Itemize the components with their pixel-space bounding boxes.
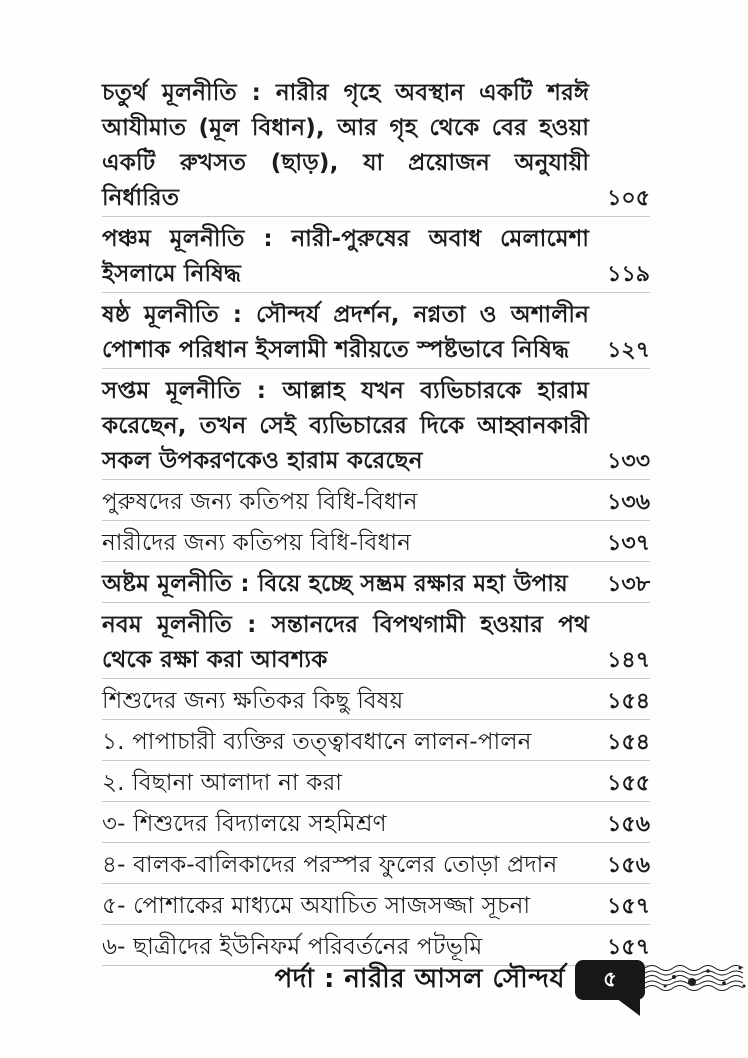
toc-entry-page-number: ১৩৩ <box>607 449 650 474</box>
toc-entry <box>102 848 650 884</box>
toc-entry-page-number: ১৫৫ <box>607 771 650 796</box>
toc-entry <box>102 567 650 603</box>
toc-entry-page-number: ১৩৭ <box>607 531 650 556</box>
toc-entry <box>102 222 650 293</box>
toc-entry-label: পুরুষদের জন্য কতিপয় বিধি-বিধান <box>102 489 418 515</box>
toc-entry-label: ৪- বালক-বালিকাদের পরস্পর ফুলের তোড়া প্রদান <box>102 852 558 878</box>
toc-entry <box>102 684 650 720</box>
toc-entry-page-number: ১০৫ <box>607 186 650 211</box>
toc-entry-label: ৬- ছাত্রীদের ইউনিফর্ম পরিবর্তনের পটভূমি <box>102 934 483 960</box>
toc-entry-page-number: ১৩৬ <box>607 490 650 515</box>
toc-entry-page-number: ১৫৪ <box>607 689 650 714</box>
toc-entry-label: ষষ্ঠ মূলনীতি : সৌন্দর্য প্রদর্শন, নগ্নতা ও অশালীন পোশাক পরিধান ইসলামী শরীয়তে স্পষ্টভাবে নিষিদ্ধ <box>102 302 590 363</box>
toc-entry <box>102 526 650 562</box>
toc-entry <box>102 374 650 480</box>
page-number-badge <box>575 960 645 1000</box>
toc-entry-page-number: ১১৯ <box>607 262 650 287</box>
toc-entry-page-number: ১৫৭ <box>607 894 650 919</box>
book-title: পর্দা : নারীর আসল সৌন্দর্য <box>274 964 565 994</box>
toc-entry-label: ৩- শিশুদের বিদ্যালয়ে সহমিশ্রণ <box>102 811 387 837</box>
toc-entry <box>102 485 650 521</box>
toc-entry <box>102 298 650 369</box>
toc-entry-label: পঞ্চম মূলনীতি : নারী-পুরুষের অবাধ মেলামেশা ইসলামে নিষিদ্ধ <box>102 226 590 287</box>
toc-entry-label: ৫- পোশাকের মাধ্যমে অযাচিত সাজসজ্জা সূচনা <box>102 893 531 919</box>
toc-entry-label: ১. পাপাচারী ব্যক্তির তত্ত্বাবধানে লালন-পালন <box>102 729 532 755</box>
toc-entry-label: অষ্টম মূলনীতি : বিয়ে হচ্ছে সম্ভ্রম রক্ষার মহা উপায় <box>102 571 568 597</box>
toc-entry-page-number: ১২৭ <box>607 338 650 363</box>
wavy-lines-decoration-icon <box>645 956 748 1004</box>
toc-entry-page-number: ১৫৬ <box>607 812 650 837</box>
toc-entry <box>102 608 650 679</box>
toc-entry <box>102 807 650 843</box>
toc-entry-page-number: ১৫৬ <box>607 853 650 878</box>
toc-entry-page-number: ১৫৭ <box>607 935 650 960</box>
toc-entry <box>102 76 650 217</box>
page-number: ৫ <box>603 966 617 991</box>
toc-entry-label: সপ্তম মূলনীতি : আল্লাহ যখন ব্যভিচারকে হারাম করেছেন, তখন সেই ব্যভিচারের দিকে আহ্বানকারী সকল উপকরণকেও হারাম করেছেন <box>102 378 590 474</box>
toc-entry-label: নারীদের জন্য কতিপয় বিধি-বিধান <box>102 530 412 556</box>
toc-entry-label: নবম মূলনীতি : সন্তানদের বিপথগামী হওয়ার পথ থেকে রক্ষা করা আবশ্যক <box>102 612 590 673</box>
toc-entry <box>102 766 650 802</box>
toc-entry-page-number: ১৫৪ <box>607 730 650 755</box>
toc-entry <box>102 889 650 925</box>
toc-entry-label: শিশুদের জন্য ক্ষতিকর কিছু বিষয় <box>102 688 404 714</box>
page-footer <box>0 952 748 1022</box>
toc-entry-page-number: ১৪৭ <box>607 648 650 673</box>
toc-entry-label: চতুর্থ মূলনীতি : নারীর গৃহে অবস্থান একটি শরঈ আযীমাত (মূল বিধান), আর গৃহ থেকে বের হওয়া একটি রুখসত (ছাড়), যা প্রয়োজন অনুযায়ী নির্ধারিত <box>102 80 590 211</box>
toc-entry <box>102 725 650 761</box>
toc-entry-page-number: ১৩৮ <box>607 572 650 597</box>
table-of-contents <box>102 76 650 971</box>
toc-entry-label: ২. বিছানা আলাদা না করা <box>102 770 343 796</box>
